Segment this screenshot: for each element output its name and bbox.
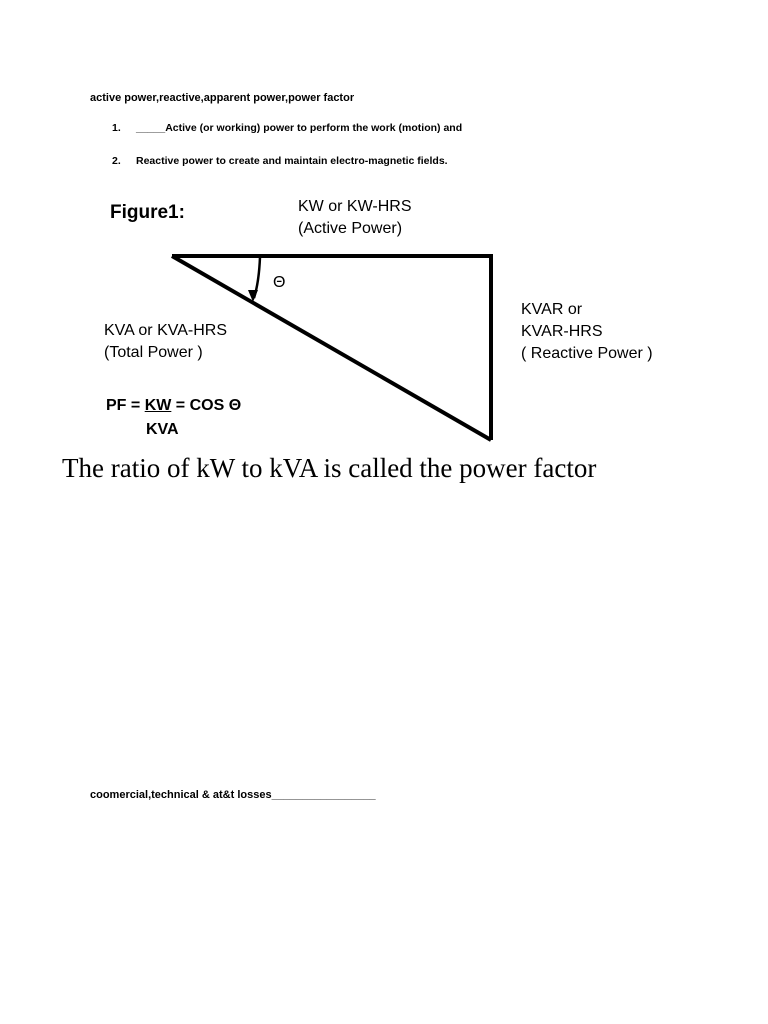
figure-title: Figure1: bbox=[110, 202, 185, 223]
active-power-label: KW or KW-HRS (Active Power) bbox=[298, 198, 412, 237]
reactive-power-label: KVAR or KVAR-HRS ( Reactive Power ) bbox=[521, 301, 653, 362]
list-number: 1. bbox=[112, 122, 121, 134]
losses-line: coomercial,technical & at&t losses_________________ bbox=[90, 789, 376, 801]
list-item bbox=[112, 155, 462, 188]
list-text: Reactive power to create and maintain electro-magnetic fields. bbox=[136, 155, 448, 167]
total-power-label: KVA or KVA-HRS (Total Power ) bbox=[104, 322, 227, 361]
theta-symbol: Θ bbox=[273, 274, 286, 291]
list-text: _____Active (or working) power to perform the work (motion) and bbox=[136, 122, 463, 134]
numbered-list bbox=[112, 122, 462, 188]
power-factor-denominator: KVA bbox=[146, 421, 179, 438]
list-number: 2. bbox=[112, 155, 121, 167]
heading: active power,reactive,apparent power,power factor bbox=[90, 92, 355, 104]
ratio-statement: The ratio of kW to kVA is called the power factor bbox=[62, 453, 597, 483]
power-factor-formula: PF = KW = COS Θ bbox=[106, 397, 242, 414]
power-triangle-figure bbox=[100, 190, 700, 450]
list-item bbox=[112, 122, 462, 155]
